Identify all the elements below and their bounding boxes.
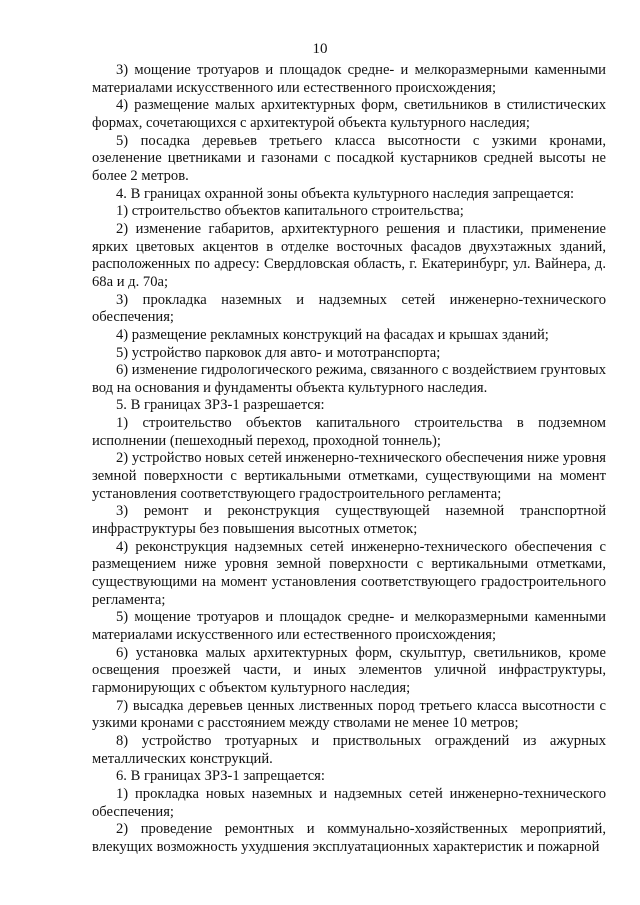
page-number: 10: [312, 41, 328, 57]
paragraph: 6) изменение гидрологического режима, связанного с воздействием грунтовых вод на основания и фундаменты объекта культурного наследия.: [92, 362, 606, 396]
paragraph: 2) устройство новых сетей инженерно-технического обеспечения ниже уровня земной поверхности с вертикальными отметками, существующими на момент установления соответствующего градостроительного регламента;: [92, 450, 606, 502]
paragraph: 5) устройство парковок для авто- и мототранспорта;: [116, 344, 441, 361]
paragraph: 1) прокладка новых наземных и надземных сетей инженерно-технического обеспечения;: [92, 785, 606, 820]
paragraph: 4) размещение малых архитектурных форм, светильников в стилистических формах, сочетающихся с архитектурой объекта культурного наследия;: [92, 97, 606, 131]
paragraph: 2) изменение габаритов, архитектурного решения и пластики, применение ярких цветовых акцентов в отделке восточных фасадов двухэтажных зданий, расположенных по адресу: Свердловская область, г. Екатеринбург, ул. Вайнера, д. 68а и д. 70а;: [92, 220, 606, 290]
paragraph: 3) прокладка наземных и надземных сетей инженерно-технического обеспечения;: [92, 291, 606, 326]
paragraph: 4) размещение рекламных конструкций на фасадах и крышах зданий;: [116, 326, 549, 343]
section-heading: 4. В границах охранной зоны объекта культурного наследия запрещается:: [116, 185, 575, 202]
paragraph: 5) мощение тротуаров и площадок средне- и мелкоразмерными каменными материалами искусственного или естественного происхождения;: [92, 609, 606, 643]
paragraph: 2) проведение ремонтных и коммунально-хозяйственных мероприятий, влекущих возможность ухудшения эксплуатационных характеристик и пожарной: [92, 821, 606, 855]
section-heading: 6. В границах ЗРЗ-1 запрещается:: [116, 768, 325, 785]
paragraph: 6) установка малых архитектурных форм, скульптур, светильников, кроме освещения проезжей части, и иных элементов уличной инфраструктуры, гармонирующих с объектом культурного наследия;: [92, 644, 606, 696]
paragraph: 1) строительство объектов капитального строительства в подземном исполнении (пешеходный переход, проходной тоннель);: [92, 415, 606, 449]
paragraph: 3) ремонт и реконструкция существующей наземной транспортной инфраструктуры без повышения высотных отметок;: [92, 503, 606, 538]
paragraph: 3) мощение тротуаров и площадок средне- и мелкоразмерными каменными материалами искусственного или естественного происхождения;: [92, 62, 606, 96]
section-heading: 5. В границах ЗРЗ-1 разрешается:: [116, 397, 325, 414]
paragraph: 4) реконструкция надземных сетей инженерно-технического обеспечения с размещением ниже уровня земной поверхности с вертикальными отметками, существующими на момент установления соответствующего градостроительного регламента;: [92, 538, 606, 608]
document-body: [92, 62, 606, 857]
paragraph: 8) устройство тротуарных и приствольных ограждений из ажурных металлических конструкций.: [92, 732, 606, 767]
paragraph: 1) строительство объектов капитального строительства;: [116, 203, 464, 220]
paragraph: 7) высадка деревьев ценных лиственных пород третьего класса высотности с узкими кронами с расстоянием между стволами не менее 10 метров;: [92, 697, 606, 732]
paragraph: 5) посадка деревьев третьего класса высотности с узкими кронами, озеленение цветниками и газонами с посадкой кустарников средней высоты не более 2 метров.: [92, 132, 606, 184]
